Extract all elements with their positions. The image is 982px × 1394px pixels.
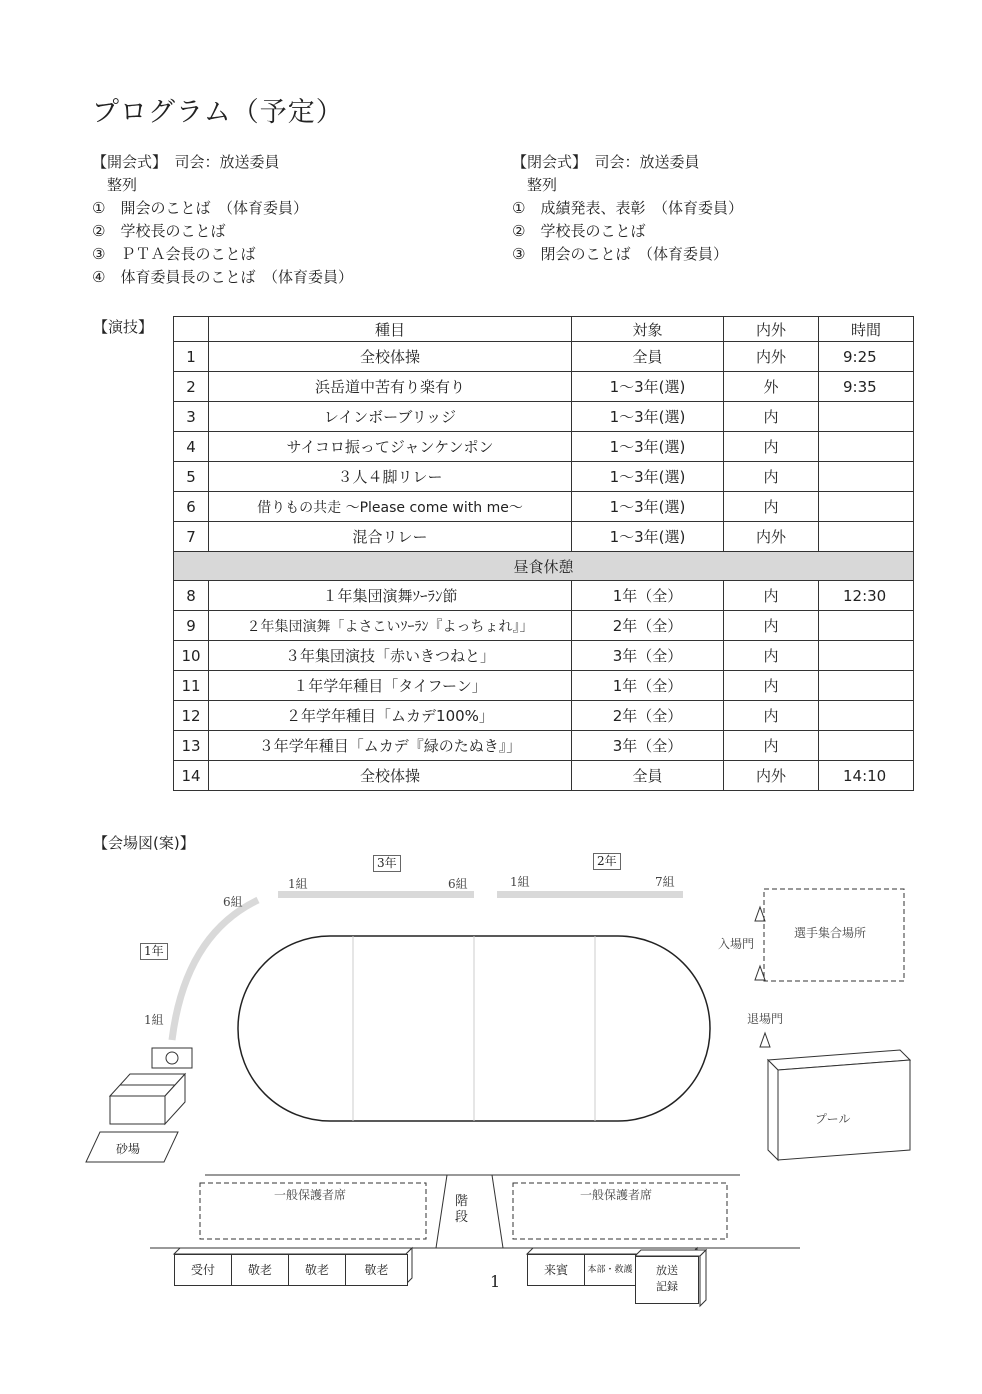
broadcast-tent bbox=[635, 1256, 699, 1304]
elders-tent: 敬老 bbox=[345, 1254, 408, 1286]
page-number: 1 bbox=[490, 1272, 501, 1291]
hq-tent: 本部・救護 bbox=[584, 1254, 636, 1286]
row-target: 1～3年(選) bbox=[572, 432, 724, 462]
closing-lineup: 整列 bbox=[527, 176, 558, 194]
header-event: 種目 bbox=[209, 317, 572, 342]
grade2-class-right: 7組 bbox=[655, 875, 675, 889]
row-inout: 内 bbox=[724, 492, 819, 522]
row-event: 全校体操 bbox=[209, 342, 572, 372]
parents-label-right: 一般保護者席 bbox=[580, 1188, 653, 1202]
pool-side bbox=[768, 1060, 778, 1160]
row-event: ３年集団演技「赤いきつねと」 bbox=[209, 641, 572, 671]
row-no: 12 bbox=[174, 701, 209, 731]
row-inout: 内 bbox=[724, 462, 819, 492]
opening-item: ① 開会のことば （体育委員） bbox=[92, 199, 308, 217]
grade2-seating bbox=[497, 891, 683, 898]
row-event: 全校体操 bbox=[209, 761, 572, 791]
row-inout: 内外 bbox=[724, 522, 819, 552]
header-target: 対象 bbox=[572, 317, 724, 342]
row-target: 1～3年(選) bbox=[572, 372, 724, 402]
row-no: 3 bbox=[174, 402, 209, 432]
row-time: 14:10 bbox=[819, 761, 914, 791]
row-event: 借りもの共走 ～Please come with me～ bbox=[209, 492, 572, 522]
elders-tent: 敬老 bbox=[231, 1254, 289, 1286]
closing-item: ② 学校長のことば bbox=[512, 222, 646, 240]
row-no: 6 bbox=[174, 492, 209, 522]
grade1-class-bottom: 1組 bbox=[144, 1013, 164, 1027]
row-target: 3年（全） bbox=[572, 731, 724, 761]
exit-gate-marker bbox=[760, 1033, 770, 1047]
row-event: ２年集団演舞「よさこいｿｰﾗﾝ『よっちょれ』」 bbox=[209, 611, 572, 641]
row-target: 1～3年(選) bbox=[572, 402, 724, 432]
row-no: 8 bbox=[174, 581, 209, 611]
row-inout: 内 bbox=[724, 731, 819, 761]
row-inout: 内外 bbox=[724, 342, 819, 372]
broadcast-tent-side bbox=[700, 1250, 706, 1306]
row-target: 2年（全） bbox=[572, 611, 724, 641]
grade2-label: 2年 bbox=[593, 853, 621, 870]
row-inout: 内 bbox=[724, 641, 819, 671]
opening-item: ② 学校長のことば bbox=[92, 222, 226, 240]
row-inout: 外 bbox=[724, 372, 819, 402]
row-event: １年学年種目「タイフーン」 bbox=[209, 671, 572, 701]
broadcast-label: 放送記録 bbox=[656, 1264, 678, 1293]
row-target: 1年（全） bbox=[572, 671, 724, 701]
grade3-label: 3年 bbox=[373, 855, 401, 872]
closing-item: ① 成績発表、表彰 （体育委員） bbox=[512, 199, 743, 217]
row-inout: 内 bbox=[724, 432, 819, 462]
row-no: 2 bbox=[174, 372, 209, 402]
exit-label: 退場門 bbox=[747, 1012, 784, 1026]
row-no: 1 bbox=[174, 342, 209, 372]
row-event: 混合リレー bbox=[209, 522, 572, 552]
stairs-edge bbox=[436, 1175, 447, 1248]
row-inout: 内 bbox=[724, 611, 819, 641]
header-time: 時間 bbox=[819, 317, 914, 342]
reception-tent: 受付 bbox=[174, 1254, 232, 1286]
row-event: レインボーブリッジ bbox=[209, 402, 572, 432]
row-target: 1～3年(選) bbox=[572, 522, 724, 552]
grade1-label: 1年 bbox=[140, 943, 168, 960]
opening-lineup: 整列 bbox=[107, 176, 138, 194]
row-target: 2年（全） bbox=[572, 701, 724, 731]
row-target: 全員 bbox=[572, 342, 724, 372]
lunch-label: 昼食休憩 bbox=[174, 552, 914, 581]
row-target: 1～3年(選) bbox=[572, 462, 724, 492]
grade3-class-right: 6組 bbox=[448, 877, 468, 891]
row-event: サイコロ振ってジャンケンポン bbox=[209, 432, 572, 462]
row-event: ３年学年種目「ムカデ『緑のたぬき』」 bbox=[209, 731, 572, 761]
row-time: 12:30 bbox=[819, 581, 914, 611]
stairs-label: 階段 bbox=[455, 1194, 469, 1225]
pool-label: プール bbox=[815, 1112, 851, 1126]
row-target: 1～3年(選) bbox=[572, 492, 724, 522]
row-time: 9:25 bbox=[819, 342, 914, 372]
grade3-seating bbox=[278, 891, 474, 898]
row-event: ３人４脚リレー bbox=[209, 462, 572, 492]
row-event: 浜岳道中苦有り楽有り bbox=[209, 372, 572, 402]
opening-header: 【開会式】 bbox=[92, 153, 160, 171]
closing-header: 【閉会式】 bbox=[512, 153, 580, 171]
row-no: 13 bbox=[174, 731, 209, 761]
row-no: 11 bbox=[174, 671, 209, 701]
entrance-label: 入場門 bbox=[718, 937, 755, 951]
row-no: 9 bbox=[174, 611, 209, 641]
stairs-edge bbox=[492, 1175, 503, 1248]
row-inout: 内 bbox=[724, 402, 819, 432]
gathering-label: 選手集合場所 bbox=[794, 926, 867, 940]
opening-item: ③ ＰＴＡ会長のことば bbox=[92, 245, 256, 263]
row-no: 10 bbox=[174, 641, 209, 671]
opening-host: 司会：放送委員 bbox=[174, 153, 280, 171]
row-event: ２年学年種目「ムカデ100%」 bbox=[209, 701, 572, 731]
events-label: 【演技】 bbox=[93, 318, 154, 336]
row-no: 14 bbox=[174, 761, 209, 791]
row-no: 7 bbox=[174, 522, 209, 552]
grade1-class-top: 6組 bbox=[223, 895, 243, 909]
row-target: 3年（全） bbox=[572, 641, 724, 671]
row-inout: 内 bbox=[724, 701, 819, 731]
closing-item: ③ 閉会のことば （体育委員） bbox=[512, 245, 728, 263]
storage-box bbox=[110, 1096, 165, 1124]
row-no: 4 bbox=[174, 432, 209, 462]
row-no: 5 bbox=[174, 462, 209, 492]
elders-tent: 敬老 bbox=[288, 1254, 346, 1286]
page-title: プログラム（予定） bbox=[92, 97, 344, 128]
row-inout: 内 bbox=[724, 581, 819, 611]
header-inout: 内外 bbox=[724, 317, 819, 342]
closing-host: 司会：放送委員 bbox=[594, 153, 700, 171]
grade2-class-left: 1組 bbox=[510, 875, 530, 889]
row-event: １年集団演舞ｿｰﾗﾝ節 bbox=[209, 581, 572, 611]
parents-label-left: 一般保護者席 bbox=[274, 1188, 347, 1202]
row-target: 全員 bbox=[572, 761, 724, 791]
emblem-sign bbox=[152, 1048, 192, 1068]
row-inout: 内 bbox=[724, 671, 819, 701]
sandpit-label: 砂場 bbox=[116, 1142, 141, 1156]
row-target: 1年（全） bbox=[572, 581, 724, 611]
row-inout: 内外 bbox=[724, 761, 819, 791]
map-label: 【会場図(案)】 bbox=[93, 834, 195, 852]
guests-tent: 来賓 bbox=[527, 1254, 585, 1286]
grade3-class-left: 1組 bbox=[288, 877, 308, 891]
row-time: 9:35 bbox=[819, 372, 914, 402]
opening-item: ④ 体育委員長のことば （体育委員） bbox=[92, 268, 353, 286]
